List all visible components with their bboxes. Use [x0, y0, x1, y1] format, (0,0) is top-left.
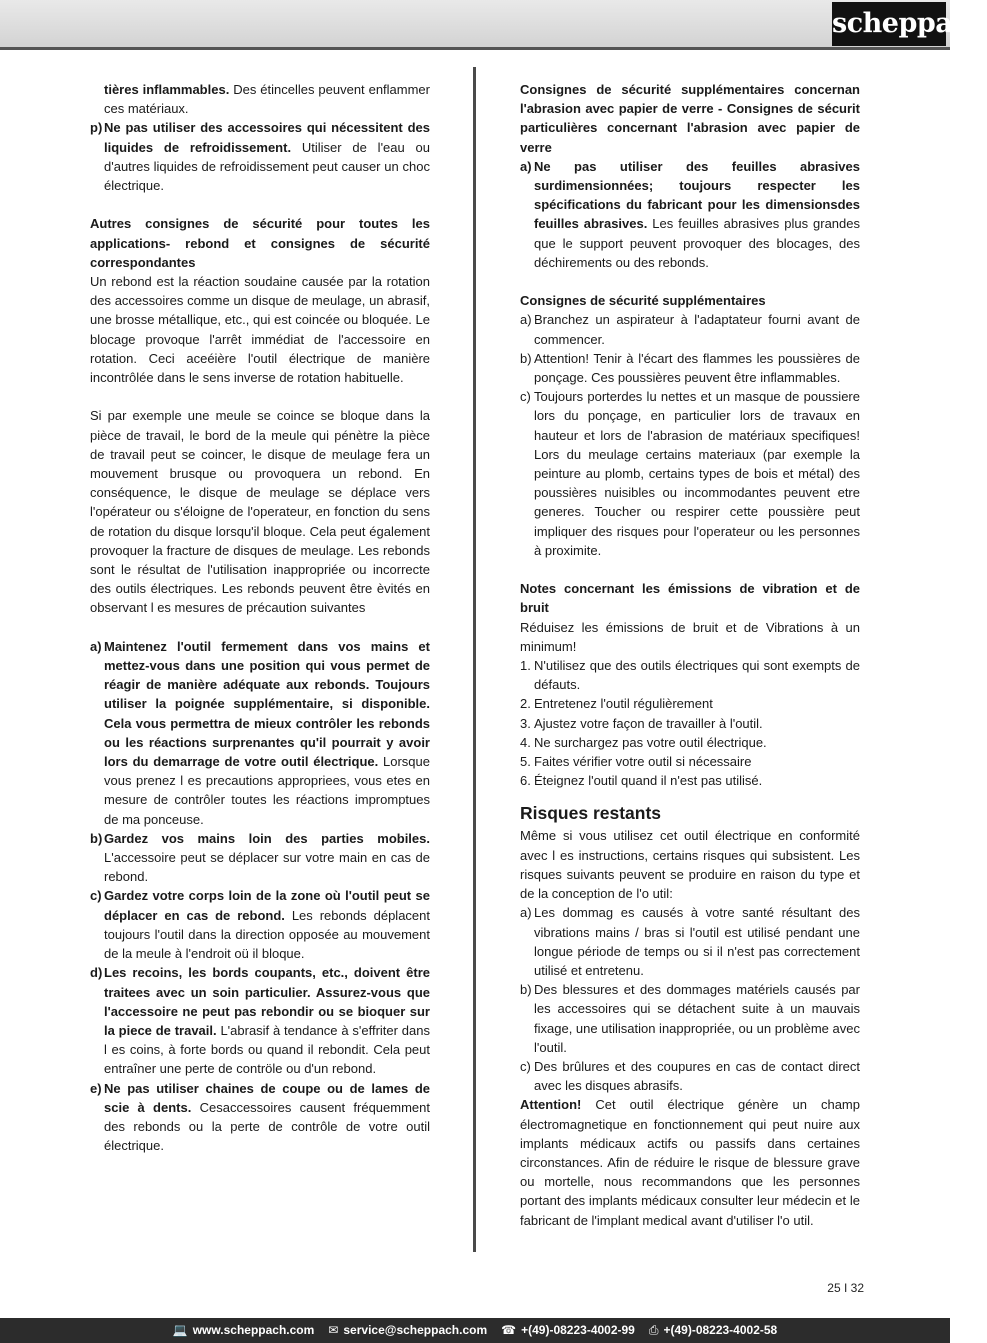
- list-item-bold: Ne pas utiliser des accessoires qui nécessitent des liquides de refroidissement.: [104, 120, 430, 155]
- left-column: [90, 80, 430, 1155]
- fax-icon: ⎙: [648, 1323, 659, 1337]
- list-item-bold: Gardez votre corps loin de la zone où l'outil peut se déplacer en cas de rebond.: [104, 888, 430, 923]
- list-item-c: [90, 886, 430, 963]
- item-o-bold: tières inflammables.: [104, 82, 230, 97]
- list-marker: b): [520, 350, 532, 366]
- computer-icon: 💻: [172, 1323, 188, 1337]
- list-marker: a): [90, 638, 102, 654]
- extra-item-a: [520, 310, 860, 348]
- extra-safety-heading: Consignes de sécurité supplémentaires: [520, 293, 766, 309]
- extra-item-b: [520, 349, 860, 387]
- vibration-item-6: [520, 771, 860, 790]
- list-marker: c): [520, 389, 531, 405]
- list-marker: d): [90, 965, 103, 981]
- list-item-text: Éteignez l'outil quand il n'est pas utilisé.: [534, 773, 763, 789]
- footer-phone: [501, 1318, 635, 1343]
- item-o-text: Des étincelles peuvent enflammer ces matériaux.: [104, 82, 430, 117]
- risk-item-b: [520, 980, 860, 1057]
- envelope-icon: ✉: [328, 1323, 339, 1337]
- list-item-p: [90, 118, 430, 195]
- list-marker: c): [520, 1058, 531, 1074]
- header-bar: [0, 0, 987, 50]
- list-marker: 2.: [520, 696, 531, 712]
- list-item-text: Les feuilles abrasives plus grandes que le support peuvent provoquer des blocages, des déchirements ou des rebonds.: [534, 216, 861, 270]
- item-o-continuation: [90, 80, 430, 118]
- list-item-bold: Les recoins, les bords coupants, etc., doivent être traitees avec un soin particulier. Assurez-vous que l'accessoire ne peut pas rebondir ou se bioquer sur la piece de travail.: [104, 965, 430, 1038]
- list-marker: b): [90, 830, 103, 846]
- vibration-item-1: [520, 656, 860, 694]
- sanding-item-a: [520, 157, 860, 272]
- attention-paragraph: [520, 1095, 860, 1229]
- footer-email[interactable]: [328, 1318, 487, 1343]
- attention-label: Attention!: [520, 1097, 582, 1113]
- list-item-text: Des brûlures et des coupures en cas de contact direct avec les disques abrasifs.: [534, 1058, 860, 1094]
- list-item-text: Faites vérifier votre outil si nécessaire: [534, 754, 752, 770]
- page-number: 25 I 32: [827, 1281, 864, 1295]
- list-marker: 4.: [520, 734, 531, 750]
- list-item-text: Toujours porterdes lu nettes et un masque de poussiere lors du ponçage, en particulier lors de travaux en hauteur et lors de l'abrasion de matériaux specifiques! Lors du meulage certains materiaux (par exemple la peinture au plomb, certains types de bois et métal) des poussières nuisibles ou incommodantes peuvent etre generes. Toucher ou respirer cette poussière peut impliquer des risques pour l'operateur ou les personnes à proximite.: [534, 389, 860, 558]
- vibration-heading: Notes concernant les émissions de vibration et de bruit: [520, 581, 860, 616]
- list-item-text: Les rebonds déplacent toujours l'outil dans la direction opposée au mouvement de la meule à l'endroit oü il bloque.: [104, 907, 430, 962]
- list-item-d: [90, 963, 430, 1078]
- list-item-text: Entretenez l'outil régulièrement: [534, 696, 713, 712]
- extra-item-c: [520, 387, 860, 560]
- list-marker: e): [90, 1080, 102, 1096]
- residual-risks-intro: Même si vous utilisez cet outil électrique en conformité avec l es instructions, certains risques qui subsistent. Les risques suivants peuvent se produire en raison du type et de la conception de l'o util:: [520, 828, 860, 902]
- risk-item-c: [520, 1057, 860, 1095]
- list-item-bold: Gardez vos mains loin des parties mobiles.: [104, 830, 430, 846]
- telephone-icon: ☎: [501, 1323, 517, 1337]
- list-marker: 3.: [520, 715, 531, 731]
- list-item-a: [90, 637, 430, 829]
- footer-bar: [0, 1318, 950, 1343]
- list-item-text: Branchez un aspirateur à l'adaptateur fourni avant de commencer.: [534, 312, 860, 347]
- vibration-item-5: [520, 752, 860, 771]
- list-item-bold: Ne pas utiliser des feuilles abrasives surdimensionnées; toujours respecter les spécifications du fabricant pour les dimensionsdes feuilles abrasives.: [534, 158, 860, 232]
- footer-email-text: service@scheppach.com: [343, 1323, 488, 1337]
- vibration-intro: Réduisez les émissions de bruit et de Vibrations à un minimum!: [520, 619, 860, 654]
- vibration-item-2: [520, 694, 860, 713]
- sanding-heading: Consignes de sécurité supplémentaires concernan l'abrasion avec papier de verre - Consignes de sécurit particulières concernant l'abrasion avec papier de verre: [520, 82, 860, 155]
- list-marker: 1.: [520, 658, 531, 674]
- list-item-text: Attention! Tenir à l'écart des flammes les poussières de ponçage. Ces poussières peuvent être inflammables.: [534, 350, 860, 386]
- footer-fax-text: +(49)-08223-4002-58: [663, 1323, 778, 1337]
- list-item-text: Ne surchargez pas votre outil électrique.: [534, 734, 767, 750]
- list-marker: a): [520, 905, 532, 921]
- kickback-heading: Autres consignes de sécurité pour toutes les applications- rebond et consignes de sécurité correspondantes: [90, 216, 430, 270]
- attention-text: Cet outil électrique génère un champ électromagnetique en fonctionnement qui peut nuire aux implants médicaux actifs ou passifs dans certaines circonstances. Afin de réduire le risque de blessure grave ou mortelle, nous recommandons que les personnes portant des implants médicaux consulter leur médecin et le fabricant de l'implant medical avant d'utiliser l'o util.: [520, 1097, 860, 1228]
- residual-risks-title: Risques restants: [520, 803, 662, 824]
- list-marker: a): [520, 312, 532, 328]
- list-item-bold: Ne pas utiliser chaines de coupe ou de lames de scie à dents.: [104, 1080, 430, 1115]
- list-marker: 6.: [520, 773, 531, 789]
- list-item-b: [90, 829, 430, 887]
- list-item-text: Cesaccessoires causent fréquemment des rebonds ou la perte de contrôle de votre outil électrique.: [104, 1099, 430, 1154]
- footer-website[interactable]: [173, 1318, 315, 1343]
- list-item-text: Des blessures et des dommages matériels causés par les accessoires qui se détachent suite à un mauvais fixage, une utilisation inappropriée, ou un problème avec l'outil.: [534, 982, 860, 1055]
- column-divider: [473, 67, 476, 1252]
- footer-website-text: www.scheppach.com: [192, 1323, 315, 1337]
- vibration-item-4: [520, 733, 860, 752]
- list-marker: b): [520, 982, 532, 998]
- vibration-item-3: [520, 714, 860, 733]
- list-marker: c): [90, 888, 102, 904]
- scheppach-logo: scheppach: [832, 2, 946, 46]
- footer-phone-text: +(49)-08223-4002-99: [521, 1323, 635, 1337]
- list-item-e: [90, 1079, 430, 1156]
- list-marker: a): [520, 158, 532, 174]
- list-item-bold: Maintenez l'outil fermement dans vos mains et mettez-vous dans une position qui vous permet de réagir de manière adéquate aux rebonds. Toujours utiliser la poignée supplémentaire, si disponible. Cela vous permettra de mieux contrôler les rebonds ou les réactions surprenantes qu'il pourrait y avoir lors du demarrage de votre outil électrique.: [104, 638, 430, 770]
- list-item-text: Les dommag es causés à votre santé résultant des vibrations mains / bras si l'outil est utilisé pendant une longue période de temps ou si il n'est pas correctement utilisé et entretenu.: [534, 905, 860, 978]
- right-column: [520, 80, 860, 1230]
- kickback-paragraph-2: Si par exemple une meule se coince se bloque dans la pièce de travail, le bord de la meule qui pénètre la pièce de travail peut se coincer, le disque de meulage fera un mouvement brusque ou provoquera un rebond. En conséquence, le disque de meulage se déplace vers l'opérateur ou s'éloigne de l'operateur, en fonction du sens de rotation du disque lorsqu'il bloque. Cela peut également provoquer la fracture de disques de meulage. Les rebonds sont le résultat de l'utilisation inappropriée ou incorrecte des outils électriques. Les rebonds peuvent être èvités en observant l es mesures de précaution suivantes: [90, 408, 430, 616]
- list-item-text: Ajustez votre façon de travailler à l'outil.: [534, 715, 763, 731]
- list-item-text: Lorsque vous prenez l es precautions appropriees, vous etes en mesure de contrôler toutes les réactions impromptues de ma ponceuse.: [104, 754, 430, 827]
- risk-item-a: [520, 903, 860, 980]
- footer-fax: [649, 1318, 777, 1343]
- list-marker: p): [90, 120, 103, 136]
- list-item-text: Utiliser de l'eau ou d'autres liquides de refroidissement peut causer un choc électrique.: [104, 139, 431, 194]
- list-item-text: L'abrasif à tendance à s'effriter dans l es coins, à forte bords ou quand il rebondit. Cela peut entraîner une perte de contröle ou d'un rebond.: [104, 1022, 430, 1077]
- list-item-text: N'utilisez que des outils électriques qui sont exempts de défauts.: [534, 658, 860, 693]
- kickback-paragraph-1: Un rebond est la réaction soudaine causée par la rotation des accessoires comme un disque de meulage, un abrasif, une brosse métallique, etc., qui est coincée ou bloquée. Le blocage provoque l'arrêt immédiat de l'accessoire en rotation. Ceci aceéière l'outil électrique de manière incontrôlée dans le sens inverse de rotation habituelle.: [90, 274, 430, 386]
- list-marker: 5.: [520, 754, 531, 770]
- list-item-text: L'accessoire peut se déplacer sur votre main en cas de rebond.: [104, 850, 430, 885]
